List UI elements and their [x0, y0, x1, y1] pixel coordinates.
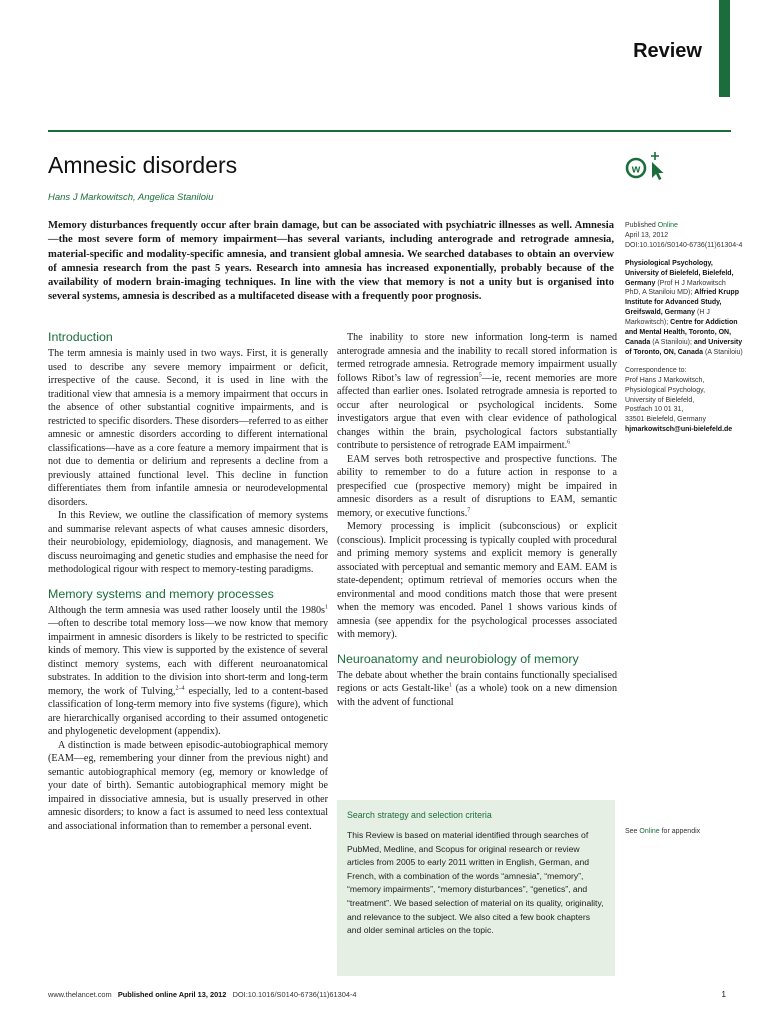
affiliation-1: Physiological Psychology, University of Bielefeld, Bielefeld, Germany — [625, 259, 734, 287]
heading-memory-systems: Memory systems and memory processes — [48, 586, 274, 601]
sidebar-doi: DOI:10.1016/S0140-6736(11)61304-4 — [625, 241, 743, 249]
paragraph: EAM serves both retrospective and prospective functions. The ability to remember to do a future action in response to a prespecified cue (prospective memory) might be impaired in amnesic disorders as a result of disruptions to EAM, semantic memory, or executive functions.$^7$ — [337, 453, 617, 519]
appendix-note-prefix: See — [625, 828, 638, 835]
correspondence-label: Correspondence to: — [625, 366, 687, 374]
correspondence-city: 33501 Bielefeld, Germany — [625, 416, 706, 424]
reference-link[interactable]: 6 — [567, 439, 571, 446]
page-number: 1 — [721, 990, 726, 999]
footer-published: Published online April 13, 2012 — [117, 990, 227, 999]
appendix-note — [625, 828, 700, 835]
panel-body: This Review is based on material identified through searches of PubMed, Medline, and Scopus for original research or review articles from 2005 to early 2011 written in English, German, and French, with a combination of the words “amnesia”, “memory”, “memory impairments”, “memory disturbances”, “genetics”, and “treatment”. We based selection of material on its quality, originality, and relevance to the subject. We also cited a few book chapters and older seminal articles on the topic. — [347, 830, 604, 936]
affiliation-4: and University of Toronto, ON, Canada — [625, 338, 743, 356]
paragraph: The inability to store new information long-term is named anterograde amnesia and the inability to recall stored information is termed retrograde amnesia. Retrograde memory impairment usually follows Ribot’s law of regression$^5$—ie, recent memories are more affected than earlier ones. Isolated retrograde amnesia is reported to occur after neurological or psychological incidents. Some investigators argue that even with clear evidence of pathological changes within the brain, psychological factors substantially contribute to persistence of retrograde EAM impairment.$^6$ — [337, 332, 617, 451]
paragraph: Although the term amnesia was used rather loosely until the $1980s^1—often$ to describe total memory loss—we now know that memory impairment in amnesic disorders is likely to be restricted to specific kinds of memory. This view is supported by the existence of several distinct memory systems, each with different neuroanatomical substrates. In addition to the division into short-term and long-term memory, the work of Tulving,$^{2-4}$ especially, led to a content-based classification of long-term memory into five systems (figure), which are hierarchically organised according to their assumed ontogenetic and phylogenetic development (appendix). — [48, 604, 328, 737]
header-rule — [48, 130, 731, 132]
panel-title: Search strategy and selection criteria — [347, 810, 492, 820]
section-label: Review — [633, 40, 702, 62]
affiliation-4-names: (A Staniloiu) — [705, 348, 743, 356]
correspondence-dept: Physiological Psychology, — [625, 386, 706, 394]
affiliation-1-names: (Prof H J Markowitsch PhD, A Staniloiu MD); — [625, 279, 726, 297]
correspondence — [625, 366, 743, 435]
footer-site-link[interactable]: www.thelancet.com — [48, 990, 112, 999]
abstract: Memory disturbances frequently occur after brain damage, but can be associated with psychiatric illnesses as well. Amnesia—the most severe form of memory impairment—has several variants, including anterograde and retrograde amnesia, material-specific and modality-specific amnesia, and transient global amnesia. We searched databases to obtain an overview of amnesia research from the past 5 years. Research into amnesia has increased exponentially, probably because of the availability of modern brain-imaging techniques. In line with the view that memory is not a unity but is organised into several systems, amnesia is described as a multifaceted disease with a frequently poor prognosis. — [48, 220, 614, 303]
published-date: April 13, 2012 — [625, 231, 669, 239]
article-title: Amnesic disorders — [48, 152, 238, 178]
footer-doi: DOI:10.1016/S0140-6736(11)61304-4 — [232, 990, 357, 999]
page-footer — [48, 990, 357, 999]
paragraph: A distinction is made between episodic-autobiographical memory (EAM—eg, remembering your dinner from the previous night) and semantic autobiographical memory (eg, memory or knowledge of your date of birth). Semantic autobiographical memory might be impaired in dissociative amnesia, but is usually preserved in other amnesic disorders; to know a fact is assumed to need less contextual and associational information than to remember a personal event. — [48, 739, 328, 832]
reference-link[interactable]: 2–4 — [175, 685, 185, 692]
affiliations — [625, 259, 743, 358]
affiliation-2: Alfried Krupp Institute for Advanced Study, Greifswald, Germany — [625, 289, 739, 317]
affiliation-3-names: (A Staniloiu); — [652, 338, 692, 346]
body-column-1 — [48, 330, 328, 833]
body-column-2 — [337, 331, 617, 709]
svg-text:w: w — [631, 163, 641, 176]
correspondence-email[interactable]: hjmarkowitsch@uni-bielefeld.de — [625, 426, 733, 434]
published-online-link[interactable]: Online — [657, 222, 678, 229]
correspondence-box: Postfach 10 01 31, — [625, 406, 684, 414]
online-first-cursor-icon[interactable] — [624, 148, 668, 182]
published-label: Published — [625, 222, 656, 229]
publication-info — [625, 221, 743, 251]
search-strategy-panel — [337, 800, 615, 976]
appendix-online-link[interactable]: Online — [639, 828, 660, 835]
article-authors[interactable]: Hans J Markowitsch, Angelica Staniloiu — [48, 192, 214, 203]
affiliation-2-names: (H J Markowitsch); — [625, 309, 710, 327]
paragraph: The term amnesia is mainly used in two ways. First, it is generally used to describe any severe memory impairment or deficit, irrespective of the cause. Second, it is used in line with the traditional view that amnesia is a memory impairment that occurs in the absence of other substantial cognitive impairments, and is restricted to specific disorders. These disorders—referred to as either amnesic or amnestic disorders according to different international classifications—have as a core feature a memory impairment that is not due to dementia or delirium and represents a decline from a previously attained functional level. This decline in function differentiates them from infantile amnesia or neurodevelopmental disorders. — [48, 348, 328, 508]
paragraph: In this Review, we outline the classification of memory systems and summarise relevant aspects of what causes amnesic disorders, their neurobiology, epidemiology, diagnosis, and management. We discuss neuroimaging and genetic studies and emphasise the need for methodological rigour with respect to memory-testing paradigms. — [48, 510, 328, 575]
paragraph: The debate about whether the brain contains functionally specialised regions or acts Gestalt-like$^1$ (as a whole) took on a new dimension with the advent of functional — [337, 669, 617, 708]
appendix-note-suffix: for appendix — [661, 828, 701, 835]
correspondence-univ: University of Bielefeld, — [625, 396, 695, 404]
reference-link[interactable]: 1 — [325, 604, 328, 611]
reference-link[interactable]: 1 — [448, 682, 452, 689]
heading-neuroanatomy: Neuroanatomy and neurobiology of memory — [337, 651, 579, 666]
correspondence-name: Prof Hans J Markowitsch, — [625, 376, 705, 384]
heading-introduction: Introduction — [48, 330, 113, 344]
article-info-sidebar — [625, 221, 743, 443]
reference-link[interactable]: 7 — [467, 507, 471, 514]
reference-link[interactable]: 5 — [478, 372, 482, 379]
paragraph: Memory processing is implicit (subconscious) or explicit (conscious). Implicit processing is typically coupled with procedural and priming memory systems and explicit memory is generally associated with perceptual and semantic memory and EAM. EAM is state-dependent; optimum retrieval of memories occurs when the environmental and mood conditions match those that were present when the memory was encoded. Panel 1 shows various kinds of amnesia (see appendix for the psychological processes associated with memory). — [337, 521, 617, 640]
affiliation-3: Centre for Addiction and Mental Health, Toronto, ON, Canada — [625, 319, 738, 346]
section-color-bar — [719, 0, 730, 97]
